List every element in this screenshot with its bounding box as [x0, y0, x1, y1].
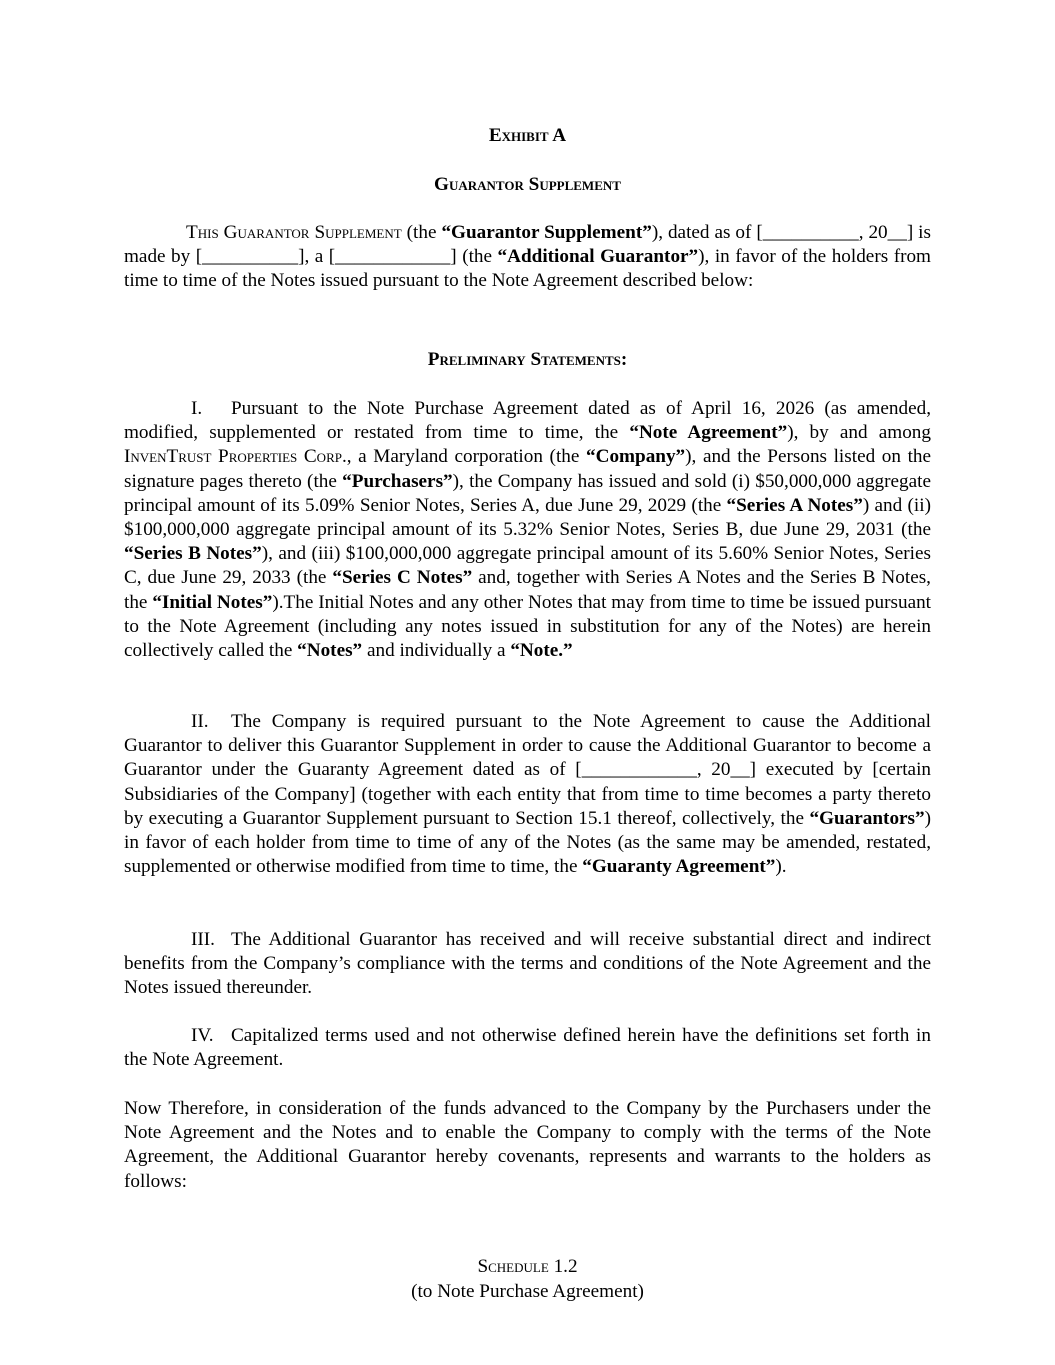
def-series-a-notes: “Series A Notes”	[726, 494, 863, 516]
intro-text-3: ), in favor of the holders from time to time of the Notes issued pursuant to the Note Agreement described below:	[124, 246, 931, 292]
def-note: “Note.”	[510, 640, 573, 662]
statement-3	[124, 928, 931, 1001]
statement-number	[124, 397, 231, 421]
statement-text: Pursuant to the Note Purchase Agreement dated as of April 16, 2026 (as amended, modified, supplemented or restated from time to time, the	[124, 398, 931, 444]
intro-paragraph	[124, 221, 931, 294]
statement-4	[124, 1024, 931, 1072]
def-series-b-notes: “Series B Notes”	[124, 543, 262, 565]
statement-text: ), and the Persons listed on the signature pages thereto (the	[124, 446, 932, 492]
def-guaranty-agreement: “Guaranty Agreement”	[582, 856, 776, 878]
supplement-heading: Guarantor Supplement	[434, 174, 621, 195]
exhibit-heading: Exhibit A	[488, 125, 567, 146]
statement-text: ).	[775, 856, 787, 878]
def-additional-guarantor: “Additional Guarantor”	[497, 246, 699, 268]
statement-number	[124, 710, 231, 734]
statement-number	[124, 1024, 231, 1048]
preliminary-statements-heading: Preliminary Statements:	[427, 349, 628, 370]
statement-text: and, together with Series A Notes and the Series B Notes, the	[124, 567, 931, 613]
company-name: InvenTrust Properties Corp.	[124, 446, 347, 468]
statement-text: ), the Company has issued and sold (i) $50,000,000 aggregate principal amount of its 5.09% Senior Notes, Series A, due June 29, 2029 (the	[124, 470, 932, 516]
def-purchasers: “Purchasers”	[342, 470, 453, 492]
def-notes: “Notes”	[297, 640, 363, 662]
statement-text: Capitalized terms used and not otherwise defined herein have the definitions set forth in the Note Agreement.	[124, 1025, 931, 1071]
statement-text: ), by and among	[787, 422, 931, 444]
statement-text: The Additional Guarantor has received and will receive substantial direct and indirect benefits from the Company’s compliance with the terms and conditions of the Note Agreement and the Notes issued thereunder.	[124, 929, 931, 999]
intro-text-2: ), dated as of [__________, 20__] is made by [__________], a [____________] (the	[124, 222, 931, 268]
statement-text: , a Maryland corporation (the	[346, 446, 586, 468]
statement-text: ), and (iii) $100,000,000 aggregate principal amount of its 5.60% Senior Notes, Series C, due June 29, 2033 (the	[124, 543, 931, 589]
statement-number-text: IV.	[191, 1025, 214, 1046]
statement-1	[124, 397, 931, 663]
statement-text: ).The Initial Notes and any other Notes that may from time to time be issued pursuant to the Note Agreement (including any notes issued in substitution for any of the Notes) are herein collectively called the	[124, 591, 932, 662]
now-therefore-paragraph: Now Therefore, in consideration of the funds advanced to the Company by the Purchasers under the Note Agreement and the Notes and to enable the Company to comply with the terms of the Note Agreement, the Additional Guarantor hereby covenants, represents and warrants to the holders as follows:	[124, 1098, 931, 1192]
statement-number	[124, 928, 231, 952]
def-company: “Company”	[586, 446, 686, 468]
statement-text: and individually a	[362, 640, 511, 662]
statement-number-text: I.	[191, 398, 203, 419]
statement-text: The Company is required pursuant to the Note Agreement to cause the Additional Guarantor to deliver this Guarantor Supplement in order to cause the Additional Guarantor to become a Guarantor under the Guaranty Agreement dated as of [____________, 20__] executed by [certain Subsidiaries of the Company] (together with each entity that from time to time becomes a party thereto by executing a Guarantor Supplement pursuant to Section 15.1 thereof, collectively, the	[124, 711, 931, 829]
page-footer	[124, 1255, 931, 1304]
def-guarantor-supplement: “Guarantor Supplement”	[441, 222, 652, 243]
statement-text: ) and (ii) $100,000,000 aggregate principal amount of its 5.32% Senior Notes, Series B, due June 29, 2031 (the	[124, 494, 931, 541]
footer-subtitle: (to Note Purchase Agreement)	[411, 1280, 644, 1302]
footer-schedule: Schedule 1.2	[477, 1256, 578, 1277]
intro-text-1: (the	[401, 222, 442, 243]
def-guarantors: “Guarantors”	[809, 807, 925, 829]
statement-number-text: III.	[191, 929, 215, 950]
def-note-agreement: “Note Agreement”	[629, 422, 788, 444]
def-series-c-notes: “Series C Notes”	[332, 567, 473, 589]
statement-2	[124, 710, 931, 879]
statement-number-text: II.	[191, 711, 209, 732]
intro-lead: This Guarantor Supplement	[186, 222, 402, 243]
statement-text: ) in favor of each holder from time to time of any of the Notes (as the same may be amended, restated, supplemented or otherwise modified from time to time, the	[124, 807, 931, 878]
def-initial-notes: “Initial Notes”	[152, 591, 273, 613]
